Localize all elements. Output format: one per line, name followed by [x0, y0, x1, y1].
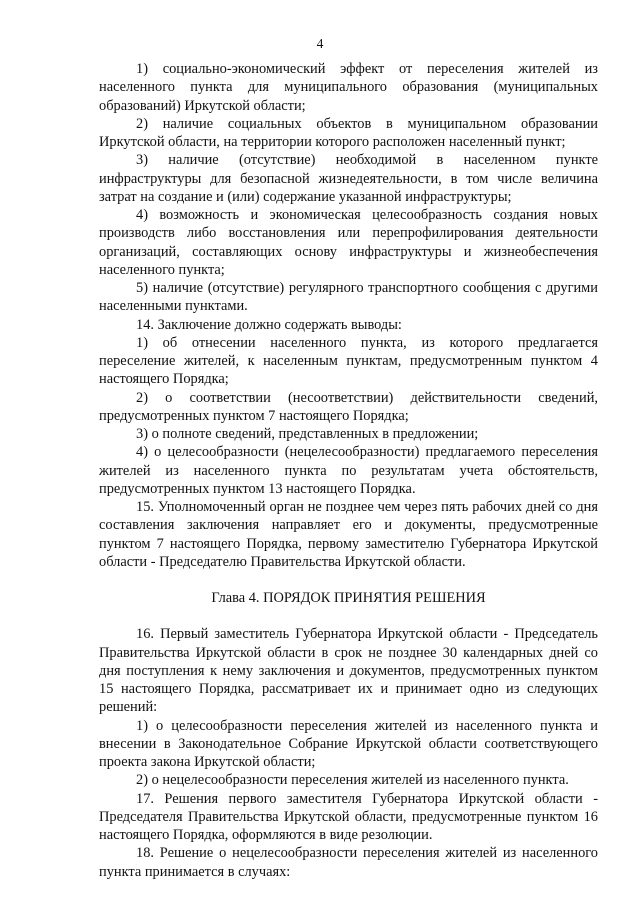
paragraph: 2) наличие социальных объектов в муниципальном образовании Иркутской области, на территории которого расположен населенный пункт;	[99, 115, 598, 150]
paragraph: 4) возможность и экономическая целесообразность создания новых производств либо восстановления или перепрофилирования деятельности организаций, составляющих основу инфраструктуры и жизнеобеспечения населенного пункта;	[99, 207, 598, 278]
document-body	[99, 60, 598, 881]
paragraph: 2) о соответствии (несоответствии) действительности сведений, предусмотренных пунктом 7 настоящего Порядка;	[99, 389, 598, 424]
paragraph: 14. Заключение должно содержать выводы:	[136, 316, 402, 333]
paragraph: 1) об отнесении населенного пункта, из которого предлагается переселение жителей, к населенным пунктам, предусмотренным пунктом 4 настоящего Порядка;	[99, 334, 598, 388]
paragraph: 1) социально-экономический эффект от переселения жителей из населенного пункта для муниципального образования (муниципальных образований) Иркутской области;	[99, 61, 598, 114]
chapter-heading: Глава 4. ПОРЯДОК ПРИНЯТИЯ РЕШЕНИЯ	[211, 590, 486, 606]
paragraph: 17. Решения первого заместителя Губернатора Иркутской области - Председателя Правительства Иркутской области, предусмотренные пунктом 16 настоящего Порядка, оформляются в виде резолюции.	[99, 790, 598, 843]
paragraph: 3) наличие (отсутствие) необходимой в населенном пункте инфраструктуры для безопасной жизнедеятельности, в том числе величина затрат на создание и (или) содержание указанной инфраструктуры;	[99, 152, 598, 205]
paragraph: 3) о полноте сведений, представленных в предложении;	[136, 426, 479, 442]
paragraph: 15. Уполномоченный орган не позднее чем через пять рабочих дней со дня составления заключения направляет его и документы, предусмотренные пунктом 7 настоящего Порядка, первому заместителю Губернатора Иркутской области - Председателю Правительства Иркутской области.	[99, 499, 598, 570]
paragraph: 5) наличие (отсутствие) регулярного транспортного сообщения с другими населенными пунктами.	[99, 280, 598, 315]
paragraph: 2) о нецелесообразности переселения жителей из населенного пункта.	[136, 772, 569, 789]
page-number: 4	[316, 36, 324, 51]
paragraph: 4) о целесообразности (нецелесообразности) предлагаемого переселения жителей из населенного пункта по результатам учета обстоятельств, предусмотренных пунктом 13 настоящего Порядка.	[99, 444, 598, 497]
paragraph: 18. Решение о нецелесообразности переселения жителей из населенного пункта принимается в случаях:	[99, 845, 598, 880]
paragraph: 16. Первый заместитель Губернатора Иркутской области - Председатель Правительства Иркутской области в срок не позднее 30 календарных дней со дня поступления к нему заключения и документов, предусмотренных пунктом 15 настоящего Порядка, рассматривает их и принимает одно из следующих решений:	[99, 626, 598, 716]
paragraph: 1) о целесообразности переселения жителей из населенного пункта и внесении в Законодательное Собрание Иркутской области соответствующего проекта закона Иркутской области;	[99, 717, 598, 770]
